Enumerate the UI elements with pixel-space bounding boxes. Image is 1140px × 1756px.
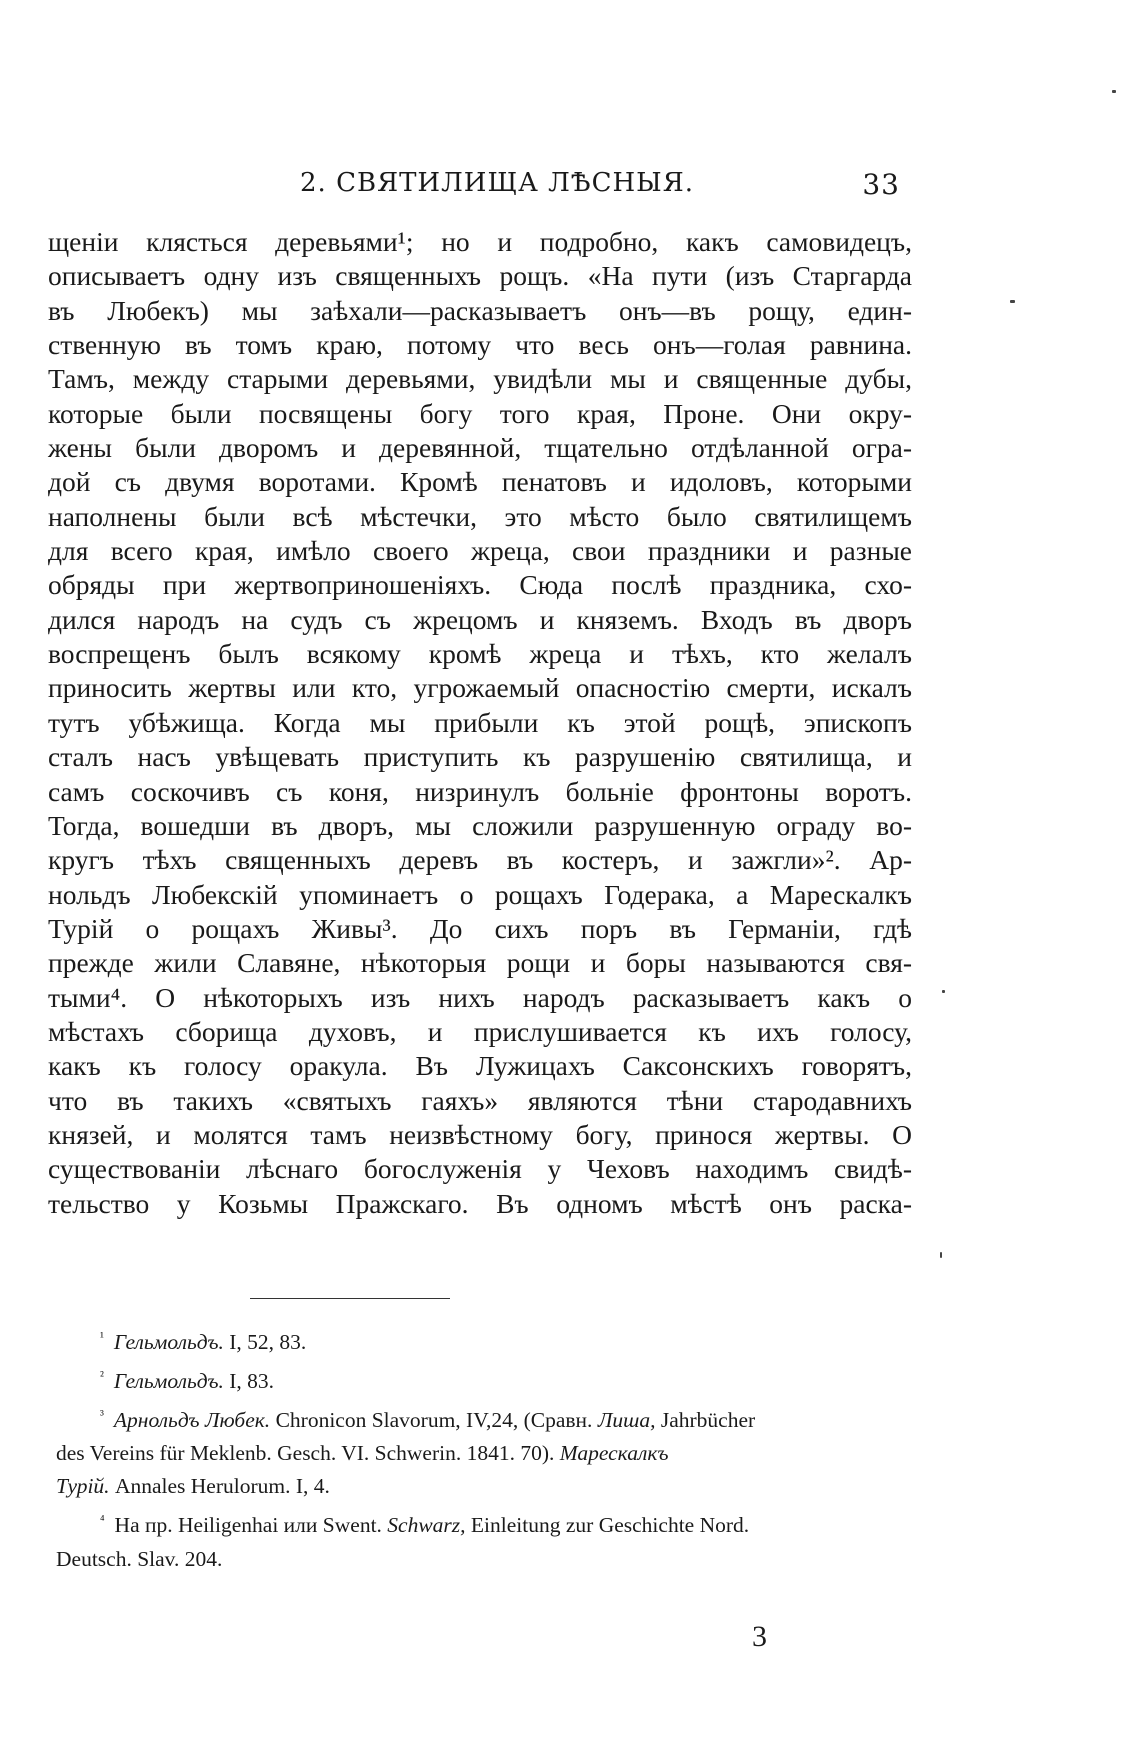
footnote-author: Арнольдъ Любек. <box>113 1408 271 1433</box>
text-line: описываетъ одну изъ священныхъ рощъ. «На пути (изъ Старгарда <box>48 260 912 292</box>
footnotes <box>56 1320 912 1576</box>
scan-speck <box>942 990 945 993</box>
chapter-title: 2. СВЯТИЛИЩА ЛѢСНЫЯ. <box>300 168 694 198</box>
footnote-2 <box>56 1359 912 1398</box>
footnote-author: Лиша, <box>597 1408 656 1433</box>
footnote-author: Марескалкъ <box>559 1441 669 1466</box>
text-line: сталъ насъ увѣщевать приступить къ разрушенію святилища, и <box>48 741 912 773</box>
text-line: приносить жертвы или кто, угрожаемый опасностію смерти, искалъ <box>48 672 912 704</box>
text-line: тыми⁴. О нѣкоторыхъ изъ нихъ народъ раскaзываетъ какъ о <box>48 981 912 1013</box>
text-line: какъ къ голосу оракула. Въ Лужицахъ Саксонскихъ говорятъ, <box>48 1050 912 1082</box>
text-line: Тогда, вошедши въ дворъ, мы сложили разрушенную ограду во- <box>48 809 912 841</box>
footnote-mark: ¹ <box>100 1329 104 1344</box>
text-line: кругъ тѣхъ священныхъ деревъ въ костеръ, и зажгли»². Ар- <box>48 844 912 876</box>
scan-speck <box>1112 90 1116 93</box>
scan-speck <box>940 1252 942 1258</box>
footnote-ref: I, 52, 83. <box>223 1330 307 1355</box>
footnote-4 <box>56 1503 912 1542</box>
text-line: князей, и молятся тамъ неизвѣстному богу, принося жертвы. О <box>48 1118 912 1150</box>
text-line: наполнены были всѣ мѣстечки, это мѣсто было святилищемъ <box>48 500 912 532</box>
text-line: тутъ убѣжища. Когда мы прибыли къ этой рощѣ, эпископъ <box>48 706 912 738</box>
text-line: дой съ двумя воротами. Кромѣ пенатовъ и идоловъ, которыми <box>48 466 912 498</box>
signature-mark: 3 <box>752 1620 767 1653</box>
footnote-text: des Vereins für Meklenb. Gesch. VI. Schwerin. 1841. 70). <box>56 1441 555 1466</box>
text-line: въ Любекъ) мы заѣхали—раскaзываетъ онъ—въ рощу, един- <box>48 294 912 326</box>
footnote-author: Гельмольдъ. <box>113 1330 224 1355</box>
footnote-3-cont <box>56 1437 912 1470</box>
footnote-author: Гельмольдъ. <box>113 1369 224 1394</box>
text-line: существованіи лѣснаго богослуженія у Чеховъ находимъ свидѣ- <box>48 1153 912 1185</box>
footnote-text: Deutsch. Slav. 204. <box>56 1546 223 1571</box>
text-line: дился народъ на судъ съ жрецомъ и княземъ. Входъ въ дворъ <box>48 603 912 635</box>
footnote-divider <box>250 1298 450 1299</box>
footnote-3-cont <box>56 1470 912 1503</box>
text-line: мѣстахъ сборища духовъ, и прислушивается къ ихъ голосу, <box>48 1015 912 1047</box>
main-text <box>48 225 912 1221</box>
text-line: щеніи клясться деревьями¹; но и подробно, какъ самовидецъ, <box>48 226 912 257</box>
footnote-text: Chronicon Slavorum, IV,24, (Сравн. <box>270 1408 598 1433</box>
text-line: тельство у Козьмы Пражскаго. Въ одномъ мѣстѣ онъ раска- <box>48 1187 912 1219</box>
footnote-3 <box>56 1398 912 1437</box>
text-line: нольдъ Любекскій упоминаетъ о рощахъ Годерака, а Марескалкъ <box>48 878 912 910</box>
text-line: воспрещенъ былъ всякому кромѣ жреца и тѣхъ, кто желалъ <box>48 638 912 670</box>
text-line: что въ такихъ «святыхъ гаяхъ» являются тѣни стародавнихъ <box>48 1084 912 1116</box>
footnote-author: Турій. <box>56 1474 110 1499</box>
text-line: обряды при жертвоприношеніяхъ. Сюда послѣ праздника, схо- <box>48 569 912 601</box>
footnote-mark: ³ <box>100 1407 104 1423</box>
text-line: ственную въ томъ краю, потому что весь онъ—голая равнина. <box>48 329 912 361</box>
page-number: 33 <box>862 168 900 201</box>
footnote-text: На пр. Heiligenhai или Swent. <box>114 1513 388 1538</box>
scan-speck <box>1010 300 1015 303</box>
footnote-text: Annales Herulorum. I, 4. <box>109 1474 330 1499</box>
text-line: Турій о рощахъ Живы³. До сихъ поръ въ Германіи, гдѣ <box>48 912 912 944</box>
footnote-1 <box>56 1320 912 1359</box>
footnote-mark: ² <box>100 1368 104 1384</box>
footnote-mark: ⁴ <box>100 1512 105 1528</box>
footnote-ref: I, 83. <box>223 1369 275 1394</box>
footnote-text: Einleitung zur Geschichte Nord. <box>465 1513 750 1538</box>
footnote-4-cont <box>56 1543 912 1576</box>
text-line: для всего края, имѣло своего жреца, свои праздники и разные <box>48 535 912 567</box>
text-line: жены были дворомъ и деревянной, тщательно отдѣланной огра- <box>48 432 912 464</box>
text-line: прежде жили Славяне, нѣкоторыя рощи и боры называются свя- <box>48 947 912 979</box>
running-header <box>300 168 900 208</box>
footnote-text: Jahrbücher <box>655 1408 756 1433</box>
text-line: самъ соскочивъ съ коня, низринулъ больніе фронтоны воротъ. <box>48 775 912 807</box>
text-line: Тамъ, между старыми деревьями, увидѣли мы и священные дубы, <box>48 363 912 395</box>
footnote-author: Schwarz, <box>387 1513 466 1538</box>
text-line: которые были посвящены богу того края, Проне. Они окру- <box>48 397 912 429</box>
